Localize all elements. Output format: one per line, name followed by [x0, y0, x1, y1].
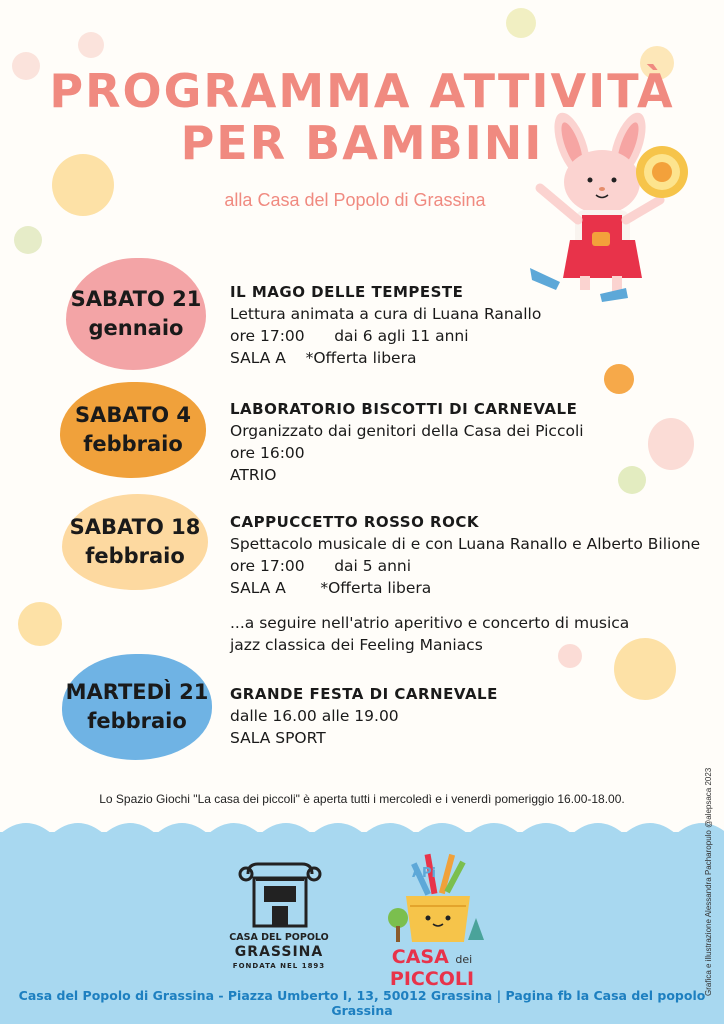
- casa-piccoli-word3: PICCOLI: [389, 968, 475, 990]
- event-line: ore 16:00: [230, 444, 305, 462]
- event-line: SALA SPORT: [230, 729, 326, 747]
- event-line: Lettura animata a cura di Luana Ranallo: [230, 305, 542, 323]
- casa-popolo-town: GRASSINA: [234, 944, 324, 960]
- event-line: ore 17:00 dai 5 anni: [230, 557, 412, 575]
- event-followup: [230, 612, 629, 656]
- event-title: LABORATORIO BISCOTTI DI CARNEVALE: [230, 400, 578, 418]
- casa-piccoli-sign: APi: [411, 866, 437, 881]
- page-title-line2: PER BAMBINI: [180, 116, 544, 170]
- decorative-dot: [618, 466, 646, 494]
- casa-popolo-founded: FONDATA NEL 1893: [232, 962, 326, 970]
- followup-line: ...a seguire nell'atrio aperitivo e concerto di musica: [230, 614, 630, 632]
- event-2: [230, 398, 584, 486]
- date-day: SABATO 18: [69, 515, 201, 539]
- followup-line: jazz classica dei Feeling Maniacs: [230, 636, 483, 654]
- date-month: febbraio: [87, 709, 187, 733]
- event-line: Spettacolo musicale di e con Luana Ranallo e Alberto Bilione: [230, 535, 701, 553]
- page-title-line1: PROGRAMMA ATTIVITÀ: [49, 64, 675, 118]
- date-badge-4: [62, 654, 212, 760]
- casa-popolo-name: CASA DEL POPOLO: [229, 932, 329, 943]
- decorative-dot: [648, 418, 694, 470]
- event-title: CAPPUCCETTO ROSSO ROCK: [230, 513, 479, 531]
- date-badge-3: [62, 494, 208, 590]
- date-day: MARTEDÌ 21: [65, 680, 209, 704]
- page-subtitle: alla Casa del Popolo di Grassina: [224, 190, 486, 210]
- casa-piccoli-word2: dei: [455, 953, 473, 966]
- decorative-dot: [78, 32, 104, 58]
- event-title: GRANDE FESTA DI CARNEVALE: [230, 685, 498, 703]
- decorative-dot: [506, 8, 536, 38]
- credit-text: Grafica e illustrazione Alessandra Pacharopulo @alepsaca 2023: [704, 767, 713, 996]
- casa-piccoli-name: [356, 946, 508, 990]
- event-line: ATRIO: [230, 466, 277, 484]
- date-day: SABATO 4: [74, 403, 192, 427]
- date-badge-2: [60, 382, 206, 478]
- event-line: SALA A *Offerta libera: [230, 349, 417, 367]
- casa-piccoli-word1: CASA: [391, 946, 449, 968]
- footer-address: Casa del Popolo di Grassina - Piazza Umberto I, 13, 50012 Grassina | Pagina fb la Casa del popolo Grassina: [18, 988, 706, 1018]
- date-month: febbraio: [83, 432, 183, 456]
- event-1: [230, 281, 541, 369]
- event-line: Organizzato dai genitori della Casa dei Piccoli: [230, 422, 584, 440]
- decorative-dot: [18, 602, 62, 646]
- decorative-dot: [604, 364, 634, 394]
- bunny-illustration: [520, 110, 700, 310]
- event-3: [230, 511, 700, 599]
- event-line: ore 17:00 dai 6 agli 11 anni: [230, 327, 469, 345]
- date-month: febbraio: [85, 544, 185, 568]
- event-4: [230, 683, 498, 749]
- date-day: SABATO 21: [70, 287, 202, 311]
- event-title: IL MAGO DELLE TEMPESTE: [230, 283, 464, 301]
- date-month: gennaio: [88, 316, 184, 340]
- decorative-dot: [14, 226, 42, 254]
- opening-hours-note: Lo Spazio Giochi "La casa dei piccoli" è aperta tutti i mercoledì e i venerdì pomeriggio 16.00-18.00.: [99, 792, 625, 806]
- event-line: dalle 16.00 alle 19.00: [230, 707, 399, 725]
- event-line: SALA A *Offerta libera: [230, 579, 432, 597]
- date-badge-1: [66, 258, 206, 370]
- casa-del-popolo-logo: [234, 858, 326, 928]
